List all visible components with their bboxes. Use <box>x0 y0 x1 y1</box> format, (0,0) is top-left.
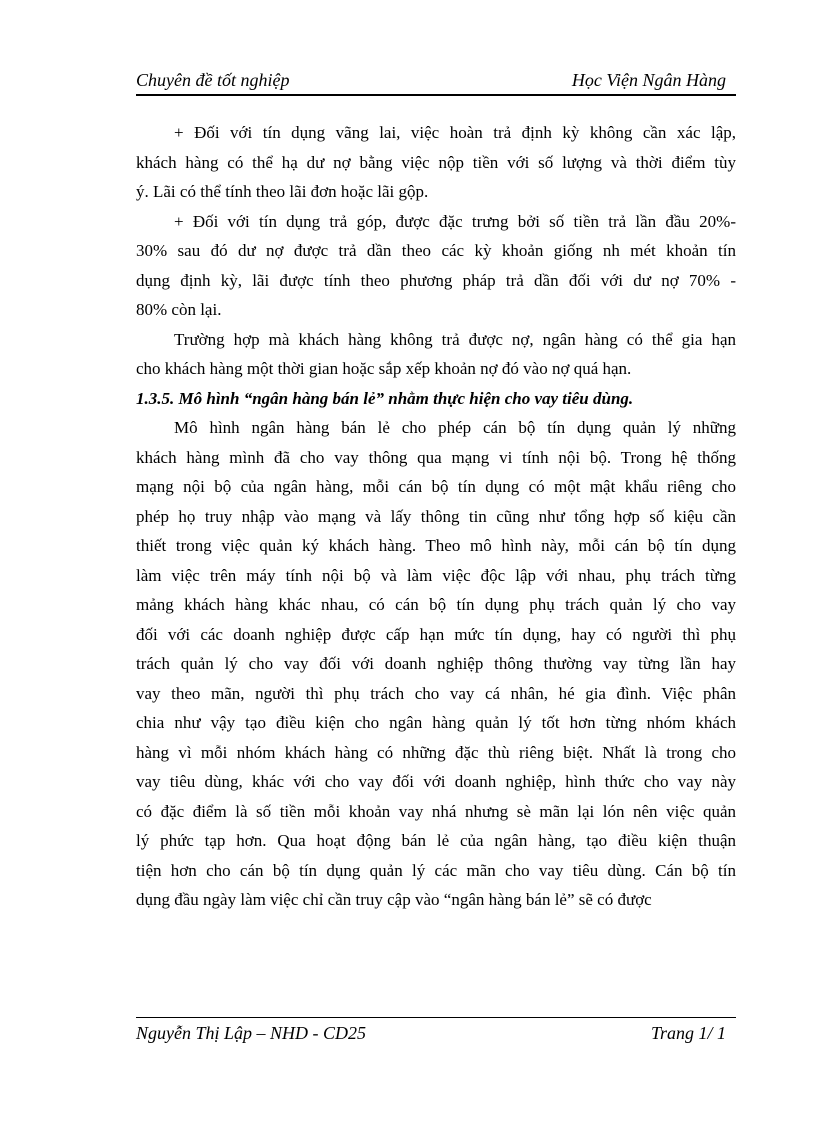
text-line: vay tiêu dùng, khác với cho vay đối với doanh nghiệp, hình thức cho vay này <box>136 772 736 791</box>
text-line: Mô hình ngân hàng bán lẻ cho phép cán bộ tín dụng quản lý những <box>174 418 736 437</box>
paragraph-installment-credit <box>136 207 736 325</box>
text-line: chia như vậy tạo điều kiện cho ngân hàng quản lý tốt hơn từng nhóm khách <box>136 713 736 732</box>
text-line: có đặc điểm là số tiền mỗi khoản vay nhá nhưng sè mãn lại lón nên việc quản <box>136 801 736 821</box>
text-line: 30% sau đó dư nợ được trả dần theo các kỳ khoản giống nh mét khoản tín <box>136 241 736 260</box>
text-line: dụng đầu ngày làm việc chỉ cần truy cập vào “ngân hàng bán lẻ” sẽ có được <box>136 890 652 909</box>
section-heading: 1.3.5. Mô hình “ngân hàng bán lẻ” nhằm thực hiện cho vay tiêu dùng. <box>136 388 634 408</box>
page-footer <box>136 1017 736 1043</box>
text-line: phép họ truy nhập vào mạng và lấy thông tin cũng như tổng hợp số kiệu cần <box>136 506 736 526</box>
text-line: ý. Lãi có thể tính theo lãi đơn hoặc lãi gộp. <box>136 182 429 201</box>
text-line: vay theo mãn, người thì phụ trách cho vay cá nhân, hé gia đình. Việc phân <box>136 683 736 703</box>
text-line: khách hàng mình đã cho vay thông qua mạng vi tính nội bộ. Trong hệ thống <box>136 447 736 467</box>
text-line: trách quản lý cho vay đối với doanh nghiệp thông thường vay từng lần hay <box>136 654 736 673</box>
text-line: + Đối với tín dụng vãng lai, việc hoàn trả định kỳ không cần xác lập, <box>174 123 736 142</box>
header-right-title: Học Viện Ngân Hàng <box>571 70 726 90</box>
paragraph-overdue <box>136 325 736 384</box>
page-header <box>136 64 736 96</box>
text-line: 80% còn lại. <box>136 300 222 319</box>
paragraph-revolving-credit <box>136 118 736 207</box>
text-line: cho khách hàng một thời gian hoặc sắp xếp khoản nợ đó vào nợ quá hạn. <box>136 359 632 378</box>
text-line: Trường hợp mà khách hàng không trả được nợ, ngân hàng có thể gia hạn <box>174 329 736 349</box>
paragraph-retail-banking-model <box>136 413 736 915</box>
text-line: mạng nội bộ của ngân hàng, mỗi cán bộ tín dụng có một mật khẩu riêng cho <box>136 477 736 496</box>
footer-author: Nguyễn Thị Lập – NHD - CD25 <box>136 1023 367 1043</box>
text-line: mảng khách hàng khác nhau, có cán bộ tín dụng phụ trách quản lý cho vay <box>136 595 736 614</box>
text-line: khách hàng có thể hạ dư nợ bằng việc nộp tiền với số lượng và thời điểm tùy <box>136 152 736 172</box>
text-line: tiện hơn cho cán bộ tín dụng quản lý các mãn cho vay tiêu dùng. Cán bộ tín <box>136 860 736 880</box>
text-line: đối với các doanh nghiệp được cấp hạn mức tín dụng, hay có người thì phụ <box>136 624 736 644</box>
text-line: + Đối với tín dụng trả góp, được đặc trưng bởi số tiền trả lần đầu 20%- <box>174 211 736 231</box>
text-line: làm việc trên máy tính nội bộ và làm việc độc lập với nhau, phụ trách từng <box>136 565 736 585</box>
text-line: thiết trong việc quản ký khách hàng. Theo mô hình này, mỗi cán bộ tín dụng <box>136 536 736 555</box>
text-line: lý phức tạp hơn. Qua hoạt động bán lẻ của ngân hàng, tạo điều kiện thuận <box>136 831 736 850</box>
text-line: hàng vì mỗi nhóm khách hàng có những đặc thù riêng biệt. Nhất là trong cho <box>136 742 736 762</box>
header-left-title: Chuyên đề tốt nghiệp <box>136 70 290 90</box>
text-line: dụng định kỳ, lãi được tính theo phương pháp trả dần đối với dư nợ 70% - <box>136 270 736 290</box>
document-body <box>136 118 736 915</box>
footer-page-number: Trang 1/ 1 <box>650 1023 726 1043</box>
